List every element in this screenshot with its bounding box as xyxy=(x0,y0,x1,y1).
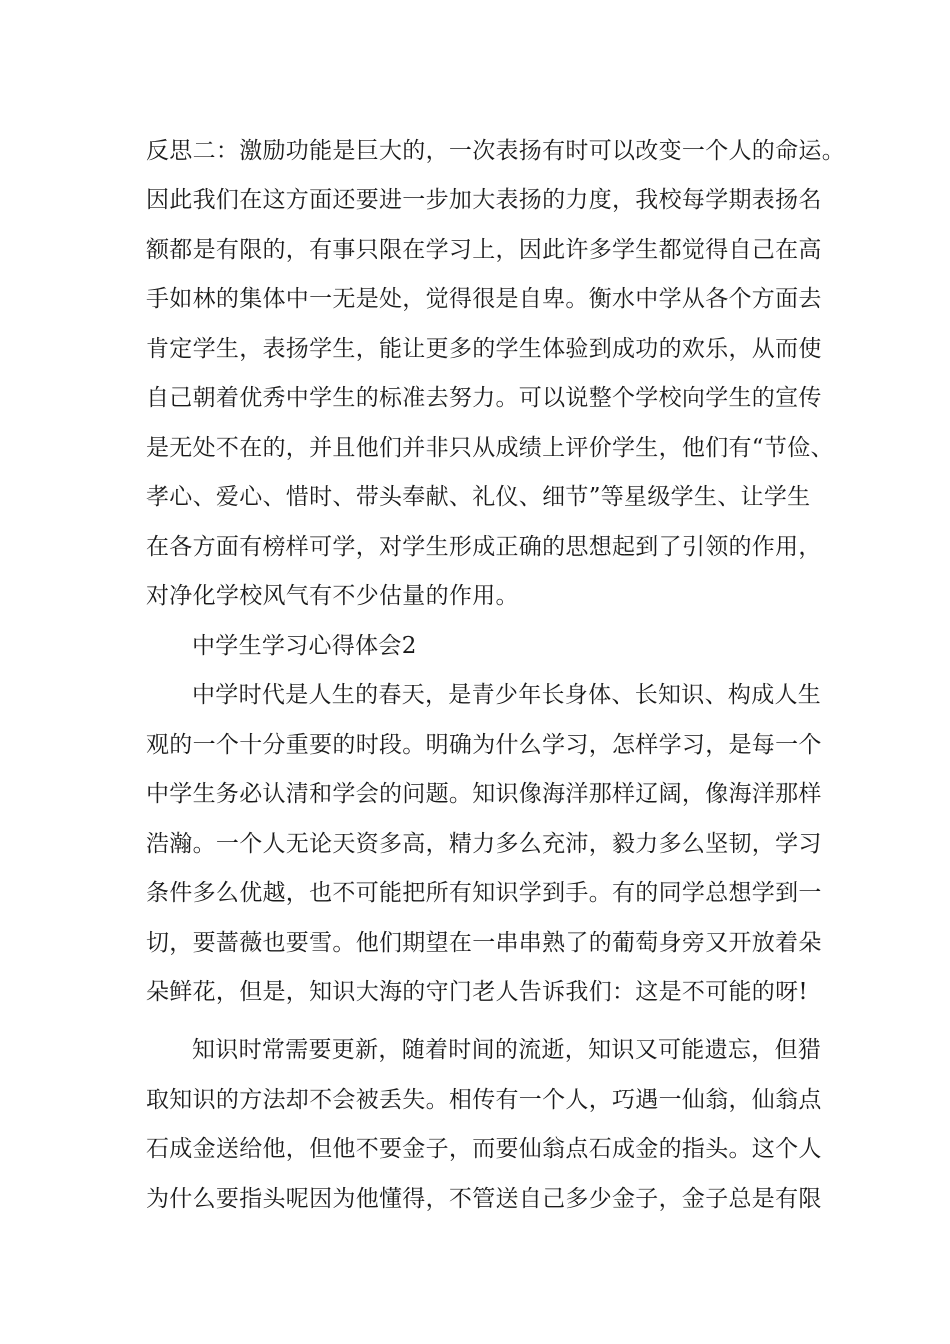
body-text-line: 取知识的方法却不会被丢失。相传有一个人，巧遇一仙翁，仙翁点 xyxy=(146,1087,822,1113)
body-text-line: 手如林的集体中一无是处，觉得很是自卑。衡水中学从各个方面去 xyxy=(146,286,822,312)
body-text-line: 是无处不在的，并且他们并非只从成绩上评价学生，他们有“节俭、 xyxy=(146,435,834,461)
body-text-line: 中学生务必认清和学会的问题。知识像海洋那样辽阔，像海洋那样 xyxy=(146,781,822,807)
body-text-line: 反思二：激励功能是巨大的，一次表扬有时可以改变一个人的命运。 xyxy=(146,138,845,164)
body-text-line: 为什么要指头呢因为他懂得，不管送自己多少金子，金子总是有限 xyxy=(146,1186,822,1212)
body-text-line: 孝心、爱心、惜时、带头奉献、礼仪、细节”等星级学生、让学生 xyxy=(146,484,811,510)
body-text-line: 观的一个十分重要的时段。明确为什么学习，怎样学习，是每一个 xyxy=(146,732,822,758)
body-text-line: 中学时代是人生的春天，是青少年长身体、长知识、构成人生 xyxy=(192,682,822,708)
body-text-line: 肯定学生，表扬学生，能让更多的学生体验到成功的欢乐，从而使 xyxy=(146,336,822,362)
body-text-line: 在各方面有榜样可学，对学生形成正确的思想起到了引领的作用， xyxy=(146,534,822,560)
body-text-line: 石成金送给他，但他不要金子，而要仙翁点石成金的指头。这个人 xyxy=(146,1136,822,1162)
body-text-line: 知识时常需要更新，随着时间的流逝，知识又可能遗忘，但猎 xyxy=(192,1037,822,1063)
body-text-line: 浩瀚。一个人无论天资多高，精力多么充沛，毅力多么坚韧，学习 xyxy=(146,831,822,857)
body-text-line: 对净化学校风气有不少估量的作用。 xyxy=(146,583,519,609)
body-text-line: 额都是有限的，有事只限在学习上，因此许多学生都觉得自己在高 xyxy=(146,237,822,263)
section-heading: 中学生学习心得体会2 xyxy=(192,633,417,659)
body-text-line: 切，要蔷薇也要雪。他们期望在一串串熟了的葡萄身旁又开放着朵 xyxy=(146,930,822,956)
body-text-line: 朵鲜花，但是，知识大海的守门老人告诉我们：这是不可能的呀! xyxy=(146,979,808,1005)
body-text-line: 因此我们在这方面还要进一步加大表扬的力度，我校每学期表扬名 xyxy=(146,187,822,213)
body-text-line: 自己朝着优秀中学生的标准去努力。可以说整个学校向学生的宣传 xyxy=(146,385,822,411)
body-text-line: 条件多么优越，也不可能把所有知识学到手。有的同学总想学到一 xyxy=(146,880,822,906)
